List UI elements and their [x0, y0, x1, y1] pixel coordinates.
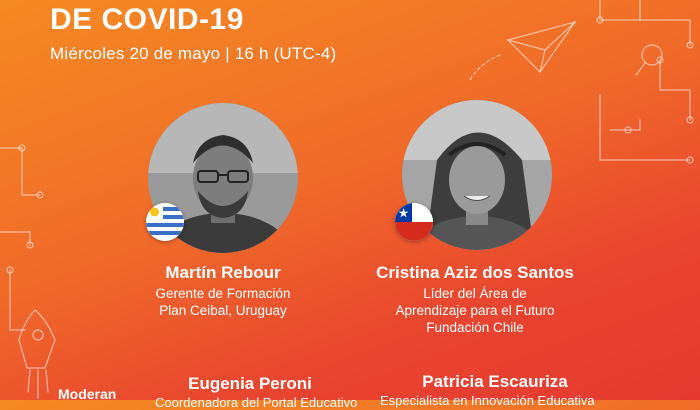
moderator-name: Eugenia Peroni — [188, 374, 312, 393]
paper-plane-icon — [470, 22, 575, 80]
moderator-role: Especialista en Innovación Educativa — [380, 393, 595, 408]
chile-flag-icon — [395, 203, 433, 241]
network-line-icon — [597, 0, 693, 163]
speaker-name: Martín Rebour — [165, 263, 281, 282]
moderator-role: Coordenadora del Portal Educativo — [155, 395, 358, 410]
event-title: DE COVID-19 — [50, 3, 244, 36]
moderators-label: Moderan — [58, 386, 117, 402]
uruguay-flag-icon — [146, 203, 184, 241]
rocket-icon — [19, 310, 55, 398]
moderator-name: Patricia Escauriza — [422, 372, 568, 391]
speaker-role: Líder del Área de Aprendizaje para el Futuro Fundación Chile — [395, 286, 555, 335]
speaker-role: Gerente de Formación Plan Ceibal, Uruguay — [155, 286, 291, 318]
magnifier-icon — [636, 45, 662, 75]
speaker-name: Cristina Aziz dos Santos — [376, 263, 574, 282]
event-datetime: Miércoles 20 de mayo | 16 h (UTC-4) — [50, 44, 337, 63]
